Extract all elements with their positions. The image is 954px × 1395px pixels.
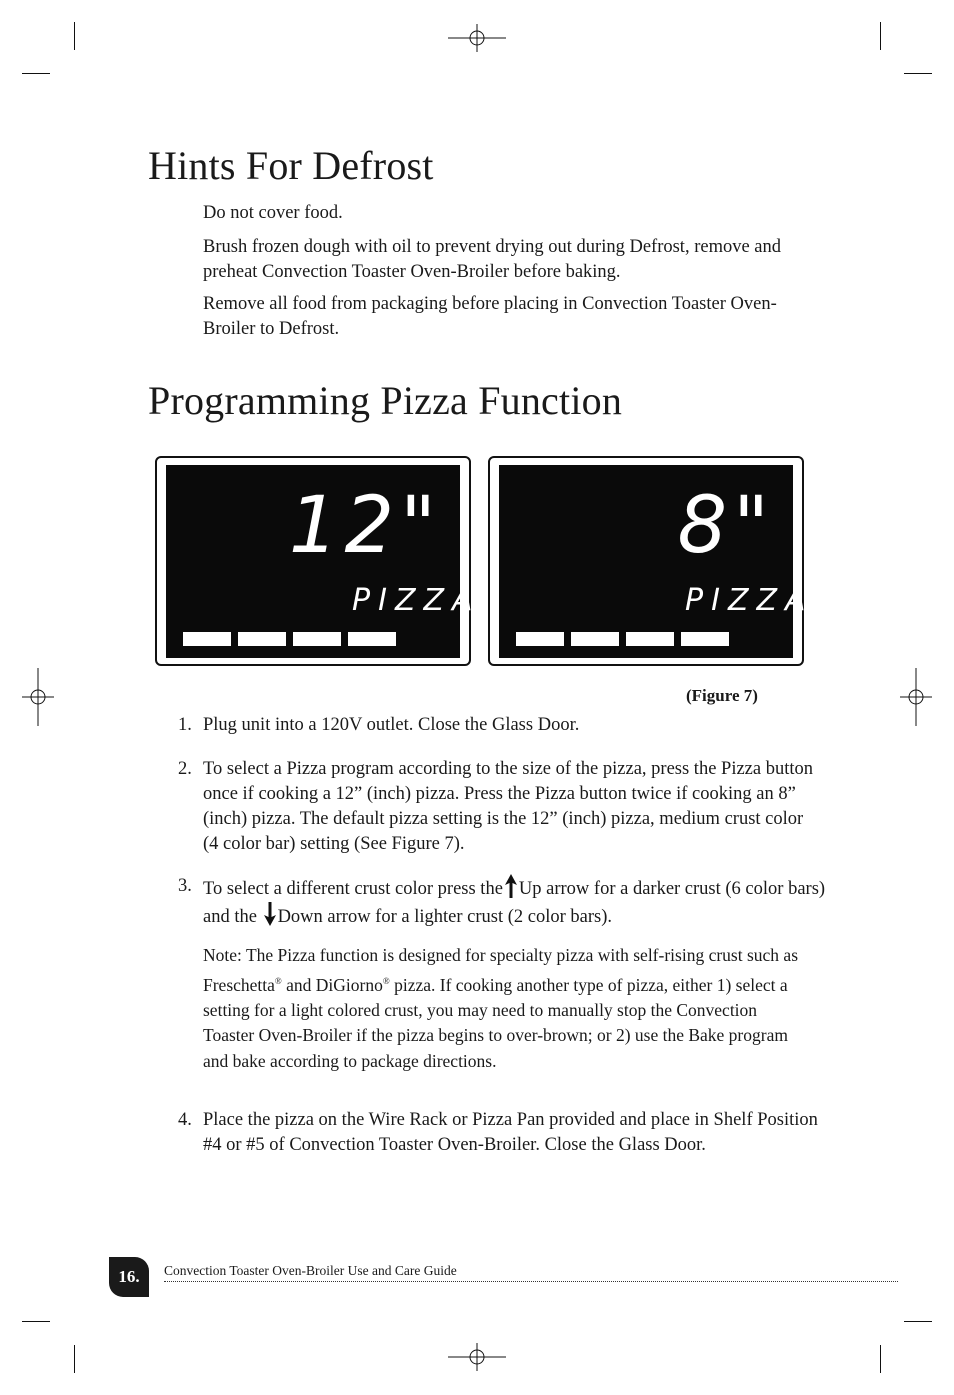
page-number: 16.: [109, 1257, 149, 1297]
crust-color-bar: [183, 632, 231, 646]
crop-mark: [22, 73, 50, 74]
step-number: 3.: [178, 876, 192, 896]
crop-mark: [22, 1321, 50, 1322]
step-number: 1.: [178, 715, 192, 735]
step-text-part: To select a different crust color press the: [203, 879, 503, 899]
crop-mark: [880, 1345, 881, 1373]
lcd-size-readout: 12": [288, 481, 442, 571]
crust-color-bar: [348, 632, 396, 646]
crust-color-bar: [626, 632, 674, 646]
lcd-size-readout: 8": [677, 481, 775, 571]
step-text: [203, 874, 828, 930]
step-item: [178, 1108, 818, 1158]
step-text-part: Up arrow for a darker crust (6 color bars) and the: [203, 879, 826, 927]
footer-rule: [164, 1281, 898, 1282]
crop-mark: [904, 1321, 932, 1322]
note-text: Note: The Pizza function is designed for specialty pizza with self-rising crust such as Freschetta: [203, 945, 798, 995]
section-title-pizza: Programming Pizza Function: [148, 378, 623, 423]
crop-mark: [880, 22, 881, 50]
note-text: pizza. If cooking another type of pizza, either 1) select a setting for a light colored crust, you may need to manually stop the Convection Toaster Oven-Broiler if the pizza begins to over-brown; or 2) use the Bake program and bake according to package directions.: [203, 974, 788, 1071]
figure-caption: (Figure 7): [686, 686, 758, 705]
crust-color-bar: [571, 632, 619, 646]
registration-mark-icon: ®: [274, 975, 282, 986]
step-text: Plug unit into a 120V outlet. Close the Glass Door.: [203, 715, 580, 735]
crop-mark: [74, 1345, 75, 1373]
lcd-display-12-inch: [155, 456, 481, 666]
crop-mark: [904, 73, 932, 74]
lcd-mode-readout: PIZZA: [685, 583, 814, 618]
step-item: [178, 713, 818, 738]
registration-target-icon: [900, 668, 932, 726]
step-item: [178, 757, 818, 857]
step-item: [178, 874, 828, 930]
section-title-defrost: Hints For Defrost: [148, 143, 434, 188]
step-number: 2.: [178, 759, 192, 779]
defrost-hint: Remove all food from packaging before placing in Convection Toaster Oven-Broiler to Defrost.: [203, 294, 777, 339]
crop-mark: [74, 22, 75, 50]
step-text-part: Down arrow for a lighter crust (2 color bars).: [277, 907, 612, 927]
crust-color-bar: [293, 632, 341, 646]
note-text: and DiGiorno: [281, 974, 383, 995]
lcd-screen: [499, 465, 814, 658]
registration-target-icon: [448, 22, 506, 54]
defrost-hint: Do not cover food.: [203, 203, 343, 223]
footer-guide-title: Convection Toaster Oven-Broiler Use and Care Guide: [164, 1263, 457, 1278]
defrost-hint: Brush frozen dough with oil to prevent drying out during Defrost, remove and preheat Convection Toaster Oven-Broiler before baking.: [203, 237, 782, 282]
lcd-display-8-inch: [488, 456, 814, 666]
crust-color-bar: [516, 632, 564, 646]
registration-target-icon: [22, 668, 54, 726]
lcd-mode-readout: PIZZA: [352, 583, 481, 618]
lcd-screen: [166, 465, 481, 658]
registration-target-icon: [448, 1341, 506, 1373]
registration-mark-icon: ®: [382, 975, 390, 986]
up-arrow-icon: [505, 874, 517, 898]
step-text: Place the pizza on the Wire Rack or Pizza Pan provided and place in Shelf Position #4 or #5 of Convection Toaster Oven-Broiler. Close the Glass Door.: [203, 1110, 818, 1155]
crust-color-bar: [238, 632, 286, 646]
down-arrow-icon: [264, 902, 276, 926]
step-number: 4.: [178, 1110, 192, 1130]
step-text: To select a Pizza program according to the size of the pizza, press the Pizza button once if cooking a 12” (inch) pizza. Press the Pizza button twice if cooking an 8” (inch) pizza. The default pizza setting is the 12” (inch) pizza, medium crust color (4 color bar) setting (See Figure 7).: [203, 759, 814, 854]
crust-color-bar: [681, 632, 729, 646]
pizza-note: [203, 943, 803, 1074]
